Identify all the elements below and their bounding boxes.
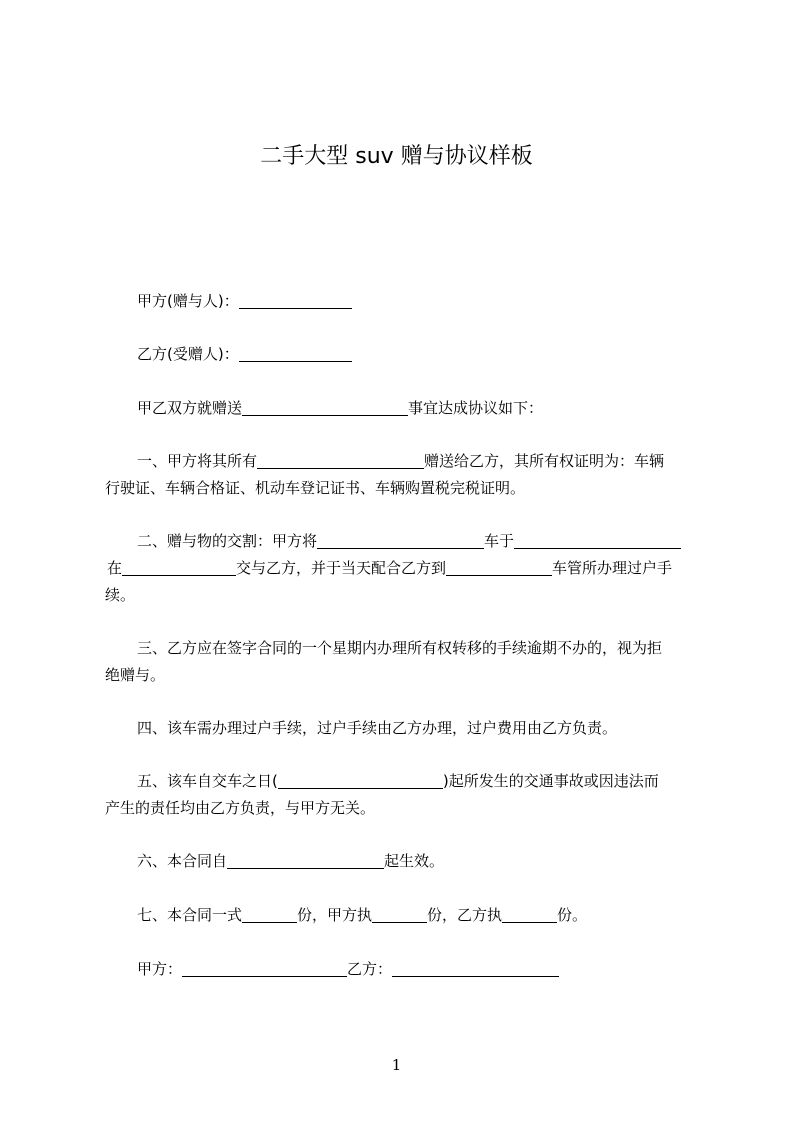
clause-6-text-b: 起生效。 (384, 852, 445, 870)
party-b-line (105, 341, 701, 368)
clause-2-text-c: 在 (107, 559, 123, 577)
gift-item-blank (242, 398, 408, 416)
party-a-line (105, 288, 701, 315)
clause-1-text-c: 行驶证、车辆合格证、机动车登记证书、车辆购置税完税证明。 (105, 479, 526, 497)
clause-4-text: 四、该车需办理过户手续，过户手续由乙方办理，过户费用由乙方负责。 (137, 719, 618, 737)
clause-5 (105, 768, 701, 822)
clause-2-date-blank (514, 531, 681, 549)
clause-3-text-a: 三、乙方应在签字合同的一个星期内办理所有权转移的手续逾期不办的，视为拒 (137, 639, 663, 657)
clause-2-text-f: 续。 (105, 586, 136, 604)
clause-7-party-a-blank (372, 905, 427, 923)
signature-a-label: 甲方： (137, 960, 183, 978)
clause-2-place-blank (122, 558, 236, 576)
clause-7-party-b-blank (502, 905, 557, 923)
clause-1-blank (257, 451, 424, 469)
clause-6-text-a: 六、本合同自 (137, 852, 228, 870)
clause-7-text-d: 份。 (557, 906, 588, 924)
party-a-blank (239, 291, 352, 309)
clause-5-text-a: 五、该车自交车之日( (137, 772, 278, 790)
clause-7-text-a: 七、本合同一式 (137, 906, 243, 924)
page-number: 1 (391, 1056, 402, 1074)
document-title: 二手大型 suv 赠与协议样板 (260, 144, 533, 169)
clause-4 (105, 715, 701, 742)
intro-paragraph (105, 395, 701, 422)
clause-7-total-blank (242, 905, 297, 923)
clause-1-text-a: 一、甲方将其所有 (137, 452, 258, 470)
clause-2-text-d: 交与乙方，并于当天配合乙方到 (236, 559, 447, 577)
party-b-label: 乙方(受赠人)： (137, 345, 239, 363)
clause-2-text-a: 二、赠与物的交割：甲方将 (137, 532, 318, 550)
clause-5-text-b: )起所发生的交通事故或因违法而 (442, 772, 659, 790)
clause-3-text-b: 绝赠与。 (105, 666, 166, 684)
clause-7-text-b: 份，甲方执 (297, 906, 373, 924)
clause-2-office-blank (446, 558, 552, 576)
party-b-blank (239, 344, 352, 362)
clause-6 (105, 848, 701, 875)
clause-7-text-c: 份，乙方执 (427, 906, 503, 924)
clause-5-date-blank (278, 771, 443, 789)
clause-6-date-blank (227, 851, 384, 869)
clause-3 (105, 635, 701, 689)
clause-2 (105, 528, 701, 609)
clause-2-text-e: 车管所办理过户手 (552, 559, 673, 577)
clause-2-vehicle-blank (317, 531, 484, 549)
clause-5-text-c: 产生的责任均由乙方负责，与甲方无关。 (105, 799, 376, 817)
intro-text-post: 事宜达成协议如下： (408, 399, 544, 417)
clause-7 (105, 902, 701, 929)
signature-b-label: 乙方： (347, 960, 393, 978)
party-a-label: 甲方(赠与人)： (137, 292, 239, 310)
clause-2-text-b: 车于 (484, 532, 515, 550)
signature-b-blank (392, 959, 559, 977)
signature-line (105, 956, 701, 983)
signature-a-blank (182, 959, 347, 977)
clause-1 (105, 448, 701, 502)
clause-1-text-b: 赠送给乙方，其所有权证明为：车辆 (424, 452, 665, 470)
intro-text-pre: 甲乙双方就赠送 (137, 399, 243, 417)
